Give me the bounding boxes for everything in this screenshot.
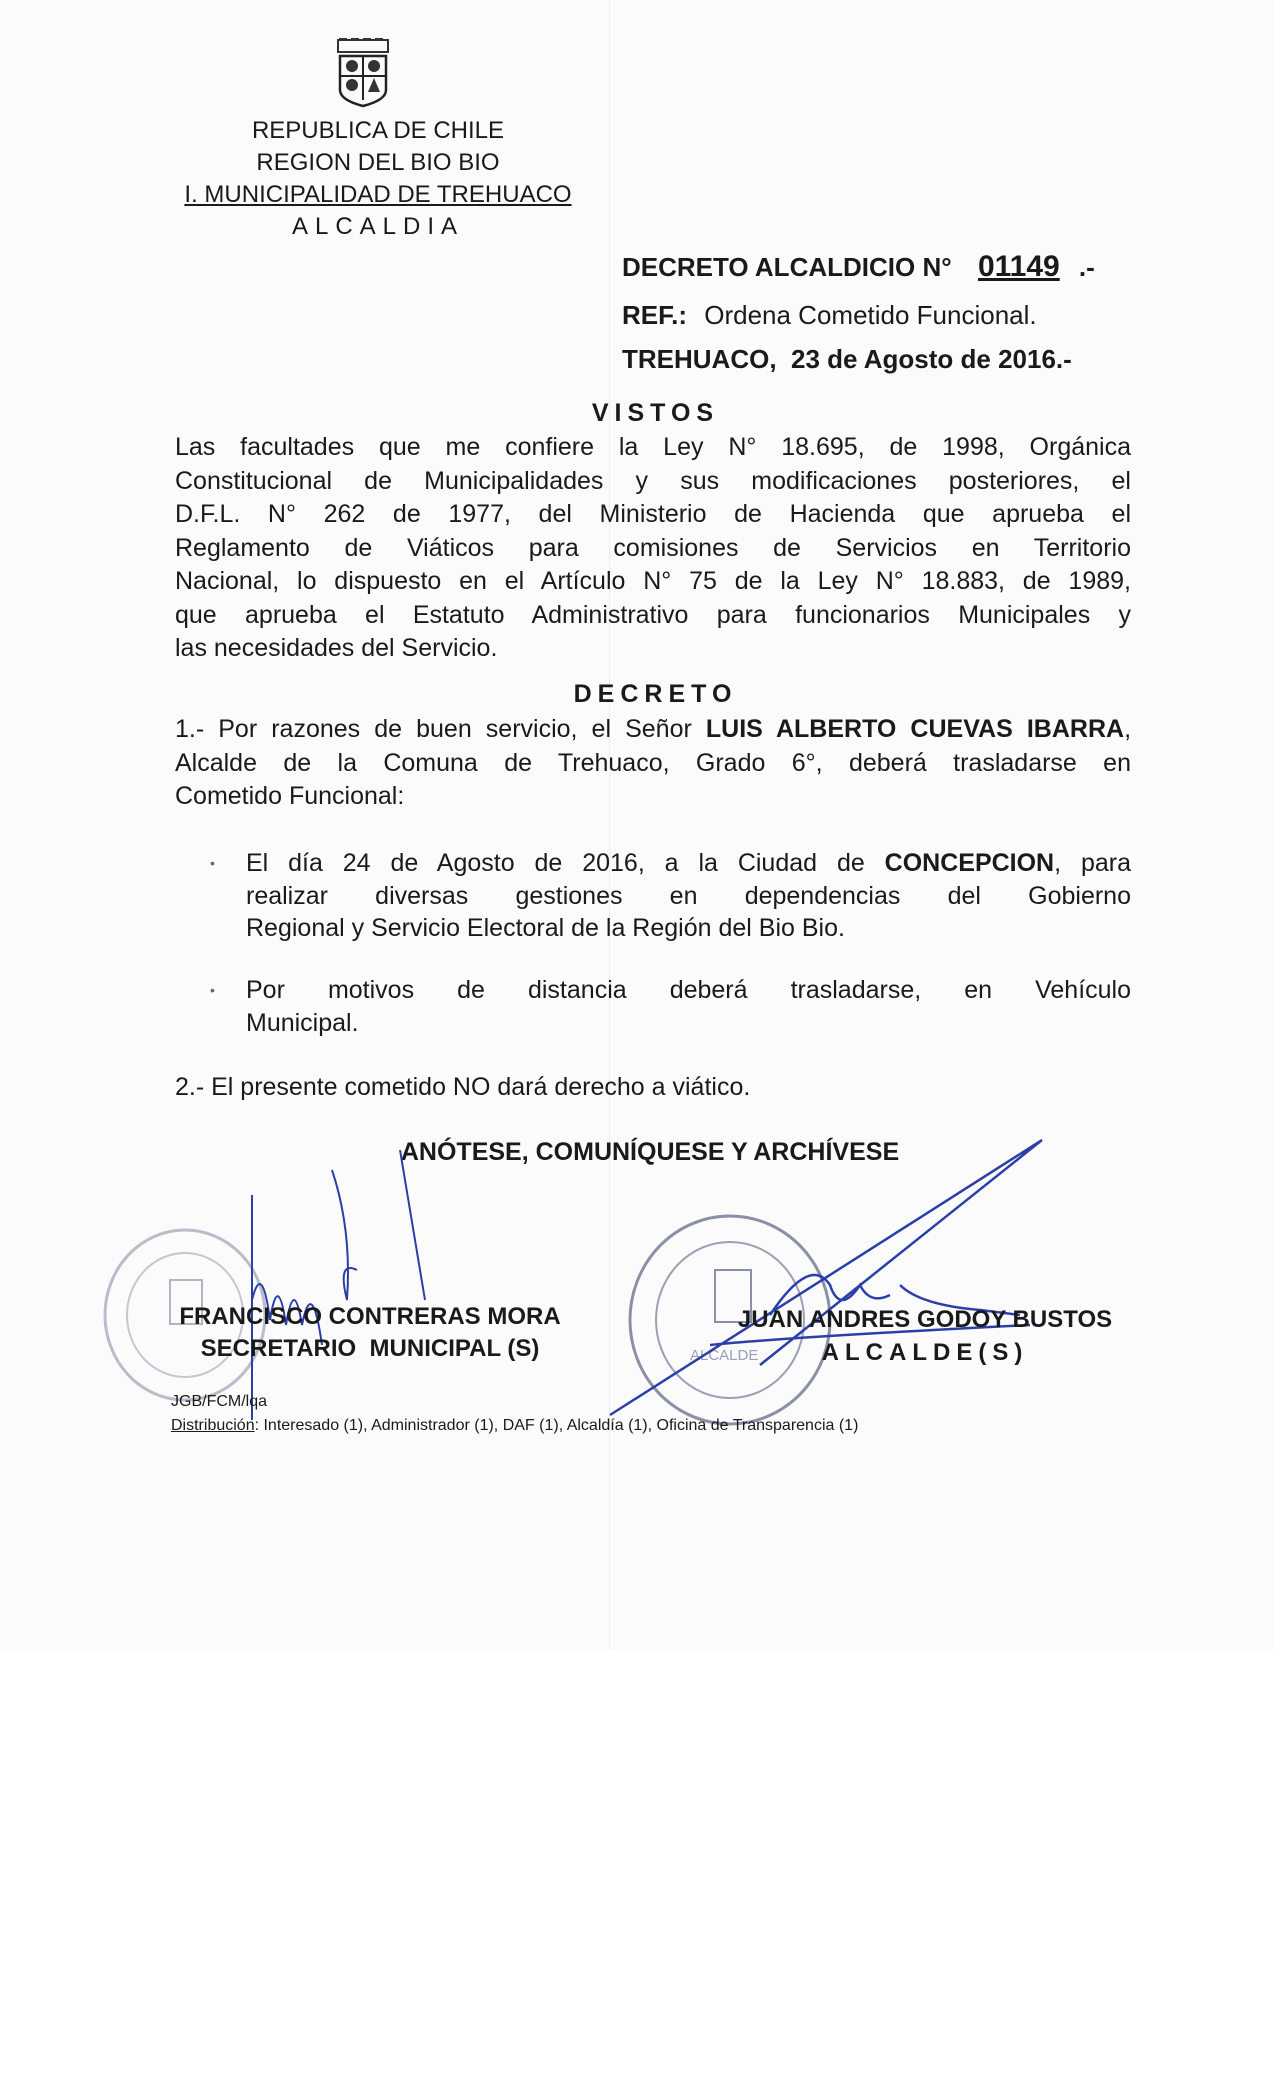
bullet-item-vehicle: [210, 974, 1131, 1039]
decree-label: DECRETO ALCALDICIO N°: [622, 252, 952, 282]
distribution-text: : Interesado (1), Administrador (1), DAF (1), Alcaldía (1), Oficina de Transparencia (1): [254, 1417, 859, 1434]
place-date: TREHUACO, 23 de Agosto de 2016.-: [622, 344, 1072, 374]
municipality-line: I. MUNICIPALIDAD DE TREHUACO: [184, 181, 572, 208]
issuer-header: [170, 115, 586, 243]
distribution-label: Distribución: [171, 1417, 255, 1434]
stamp-text: ALCALDE: [690, 1347, 759, 1364]
text-line: Regional y Servicio Electoral de la Región del Bio Bio.: [246, 914, 845, 942]
secretary-title: SECRETARIO MUNICIPAL (S): [200, 1335, 540, 1362]
secretary-name: FRANCISCO CONTRERAS MORA: [179, 1303, 561, 1330]
initials: JGB/FCM/lqa: [171, 1393, 268, 1410]
mayor-signature: [600, 1135, 1140, 1425]
region-line: REGION DEL BIO BIO: [256, 149, 500, 176]
destination: CONCEPCION: [884, 849, 1055, 877]
article-2: 2.- El presente cometido NO dará derecho a viático.: [175, 1073, 751, 1101]
article-1: [175, 713, 1131, 814]
text-line: Nacional, lo dispuesto en el Artículo N° 75 de la Ley N° 18.883, de 1989,: [175, 567, 1131, 595]
distribution-line: [171, 1417, 858, 1435]
bullet-icon: •: [210, 855, 215, 871]
vistos-paragraph: [175, 431, 1131, 666]
text-line: [175, 713, 1131, 747]
bullet-icon: •: [210, 982, 215, 998]
country-line: REPUBLICA DE CHILE: [251, 117, 505, 144]
text-run: El día 24 de Agosto de 2016, a la Ciudad de: [246, 849, 885, 877]
decree-number: 01149: [977, 250, 1060, 283]
bullet-item-trip: [210, 847, 1132, 945]
text-line: que aprueba el Estatuto Administrativo para funcionarios Municipales y: [175, 600, 1131, 629]
decree-suffix: .-: [1078, 252, 1095, 282]
text-line: [246, 847, 1131, 880]
text-run: 1.- Por razones de buen servicio, el Señor: [175, 715, 706, 743]
ref-label: REF.:: [622, 300, 687, 330]
reference-line: [622, 300, 1037, 331]
text-line: Por motivos de distancia deberá trasladarse, en Vehículo: [246, 976, 1131, 1004]
text-line: las necesidades del Servicio.: [175, 634, 498, 662]
text-line: realizar diversas gestiones en dependencias del Gobierno: [246, 881, 1131, 910]
text-line: Reglamento de Viáticos para comisiones de Servicios en Territorio: [175, 533, 1131, 562]
mayor-name: JUAN ANDRES GODOY BUSTOS: [737, 1306, 1113, 1333]
decree-number-line: [622, 250, 1095, 284]
text-line: Las facultades que me confiere la Ley N° 18.695, de 1998, Orgánica: [175, 433, 1131, 461]
secretary-signature: [240, 1150, 480, 1430]
closing-formula: ANÓTESE, COMUNÍQUESE Y ARCHÍVESE: [400, 1138, 900, 1166]
official-name: LUIS ALBERTO CUEVAS IBARRA: [705, 715, 1125, 743]
text-run: ,: [1124, 715, 1132, 743]
text-line: Municipal.: [246, 1008, 359, 1037]
text-line: Constitucional de Municipalidades y sus modificaciones posteriores, el: [175, 466, 1131, 495]
decreto-heading: DECRETO: [573, 680, 738, 708]
text-line: Cometido Funcional:: [175, 782, 405, 810]
text-run: , para: [1054, 849, 1132, 877]
vistos-heading: VISTOS: [591, 399, 720, 427]
ref-text: Ordena Cometido Funcional.: [704, 300, 1037, 330]
text-line: Alcalde de la Comuna de Trehuaco, Grado 6°, deberá trasladarse en: [175, 748, 1131, 777]
text-line: D.F.L. N° 262 de 1977, del Ministerio de Hacienda que aprueba el: [175, 500, 1131, 528]
coat-of-arms-icon: [330, 38, 396, 108]
mayor-title: ALCALDE(S): [821, 1339, 1029, 1366]
office-line: ALCALDIA: [291, 213, 465, 240]
